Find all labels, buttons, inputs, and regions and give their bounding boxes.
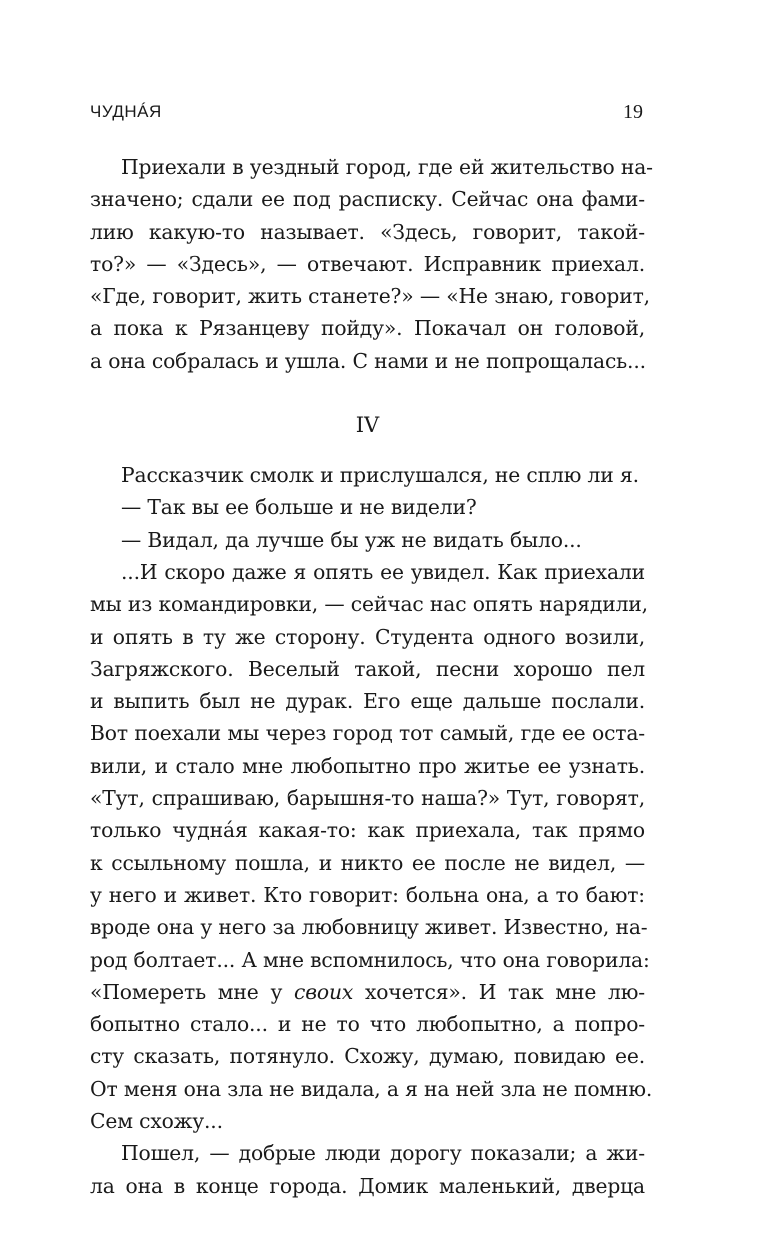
text-line: а пока к Рязанцеву пойду». Покачал он головой, <box>90 316 645 341</box>
dialogue-line: — Так вы ее больше и не видели? <box>121 495 477 520</box>
text-line: лию какую-то называет. «Здесь, говорит, такой- <box>90 219 645 244</box>
section-spacer <box>90 377 645 405</box>
body-text <box>90 151 653 1202</box>
page-number: 19 <box>623 101 643 123</box>
text-line: а она собралась и ушла. С нами и не попрощалась... <box>90 348 646 373</box>
text-line: сту сказать, потянуло. Схожу, думаю, повидаю ее. <box>90 1044 645 1069</box>
text-line-with-italic <box>90 976 645 1008</box>
text-line: и выпить был не дурак. Его еще дальше послали. <box>90 689 645 714</box>
running-title: ЧУДНÁЯ <box>90 102 162 121</box>
chapter-heading: IV <box>355 413 380 438</box>
text-line: у него и живет. Кто говорит: больна она, а то бают: <box>90 882 645 907</box>
text-line: Сем схожу... <box>90 1109 223 1134</box>
text-line: Вот поехали мы через город тот самый, где ее оста- <box>90 721 645 746</box>
text-line: то?» — «Здесь», — отвечают. Исправник приехал. <box>90 251 645 276</box>
paragraph-3 <box>90 556 653 1137</box>
text-line: «Где, говорит, жить станете?» — «Не знаю, говорит, <box>90 284 650 309</box>
text-line: и опять в ту же сторону. Студента одного возили, <box>90 624 645 649</box>
text-line: вили, и стало мне любопытно про житье ее узнать. <box>90 753 645 778</box>
text-line: мы из командировки, — сейчас нас опять нарядили, <box>90 592 648 617</box>
text-line: бопытно стало... и не то что любопытно, а попро- <box>90 1012 645 1037</box>
text-line: вроде она у него за любовницу живет. Известно, на- <box>90 915 648 940</box>
text-line: к ссыльному пошла, и никто ее после не видел, — <box>90 850 645 875</box>
text-line: Рассказчик смолк и прислушался, не сплю ли я. <box>121 463 639 488</box>
italic-word: своих <box>294 979 354 1004</box>
text-line: значено; сдали ее под расписку. Сейчас она фами- <box>90 187 645 212</box>
text-line: Приехали в уездный город, где ей жительство на- <box>121 155 653 179</box>
text-line: род болтает... А мне вспомнилось, что она говорила: <box>90 947 650 972</box>
text-line: только чуднáя какая-то: как приехала, так прямо <box>90 818 645 843</box>
paragraph-1 <box>90 151 653 377</box>
text-line: «Тут, спрашиваю, барышня-то наша?» Тут, говорят, <box>90 786 645 811</box>
text-line: Пошел, — добрые люди дорогу показали; а жи- <box>121 1141 645 1166</box>
text-line: Загряжского. Веселый такой, песни хорошо пел <box>90 656 645 681</box>
dialogue-line: — Видал, да лучше бы уж не видать было... <box>121 527 582 552</box>
text-line: ...И скоро даже я опять ее увидел. Как приехали <box>121 559 645 584</box>
text-line: ла она в конце города. Домик маленький, дверца <box>90 1173 645 1198</box>
paragraph-4 <box>90 1137 645 1202</box>
text-segment: хочется». И так мне лю- <box>353 979 645 1004</box>
paragraph-2 <box>90 459 645 556</box>
text-line: От меня она зла не видала, а я на ней зла не помню. <box>90 1076 653 1101</box>
text-segment: «Помереть мне у <box>90 979 295 1004</box>
